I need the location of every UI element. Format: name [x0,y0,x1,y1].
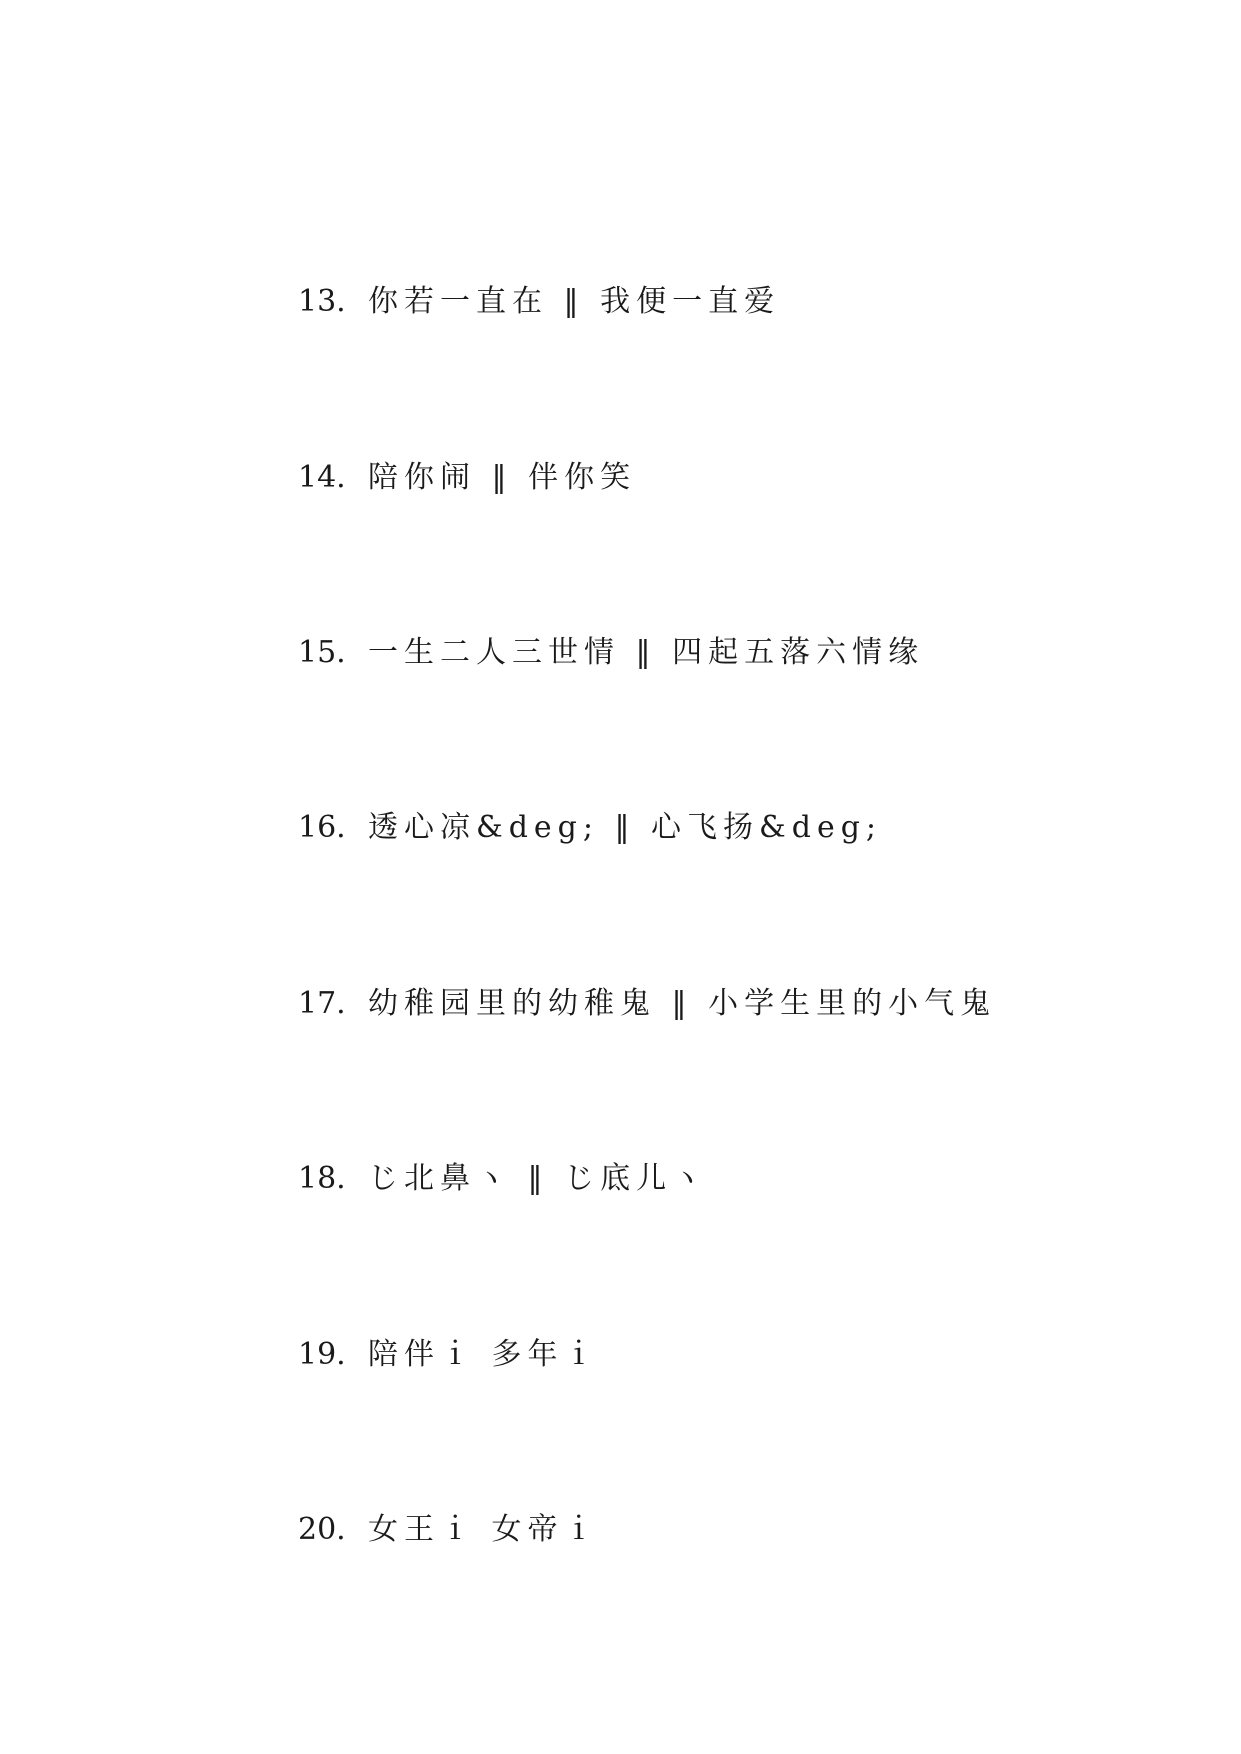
list-item-text: 透心凉&deg; ‖ 心飞扬&deg; [368,810,883,845]
list-item-number: 19. [298,1337,346,1372]
list-item-number: 17. [298,986,346,1021]
list-item-text: じ北鼻ヽ ‖ じ底儿ヽ [368,1161,709,1196]
list-item-text: 你若一直在 ‖ 我便一直爱 [368,284,781,319]
list-item-text: 陪伴ｉ 多年ｉ [368,1337,600,1372]
list-item-13 [298,280,780,324]
list-item-16 [298,806,882,850]
list-item-14 [298,456,636,500]
list-item-18 [298,1157,708,1201]
list-item-20 [298,1508,600,1552]
list-item-17 [298,982,996,1026]
list-item-text: 一生二人三世情 ‖ 四起五落六情缘 [368,635,925,670]
list-item-number: 18. [298,1161,346,1196]
list-item-number: 14. [298,460,346,495]
list-item-number: 15. [298,635,346,670]
list-item-19 [298,1333,600,1377]
list-item-number: 13. [298,284,346,319]
list-item-number: 20. [298,1512,346,1547]
list-item-number: 16. [298,810,346,845]
list-item-text: 女王ｉ 女帝ｉ [368,1512,600,1547]
list-item-15 [298,631,924,675]
list-item-text: 幼稚园里的幼稚鬼 ‖ 小学生里的小气鬼 [368,986,997,1021]
list-item-text: 陪你闹 ‖ 伴你笑 [368,460,637,495]
